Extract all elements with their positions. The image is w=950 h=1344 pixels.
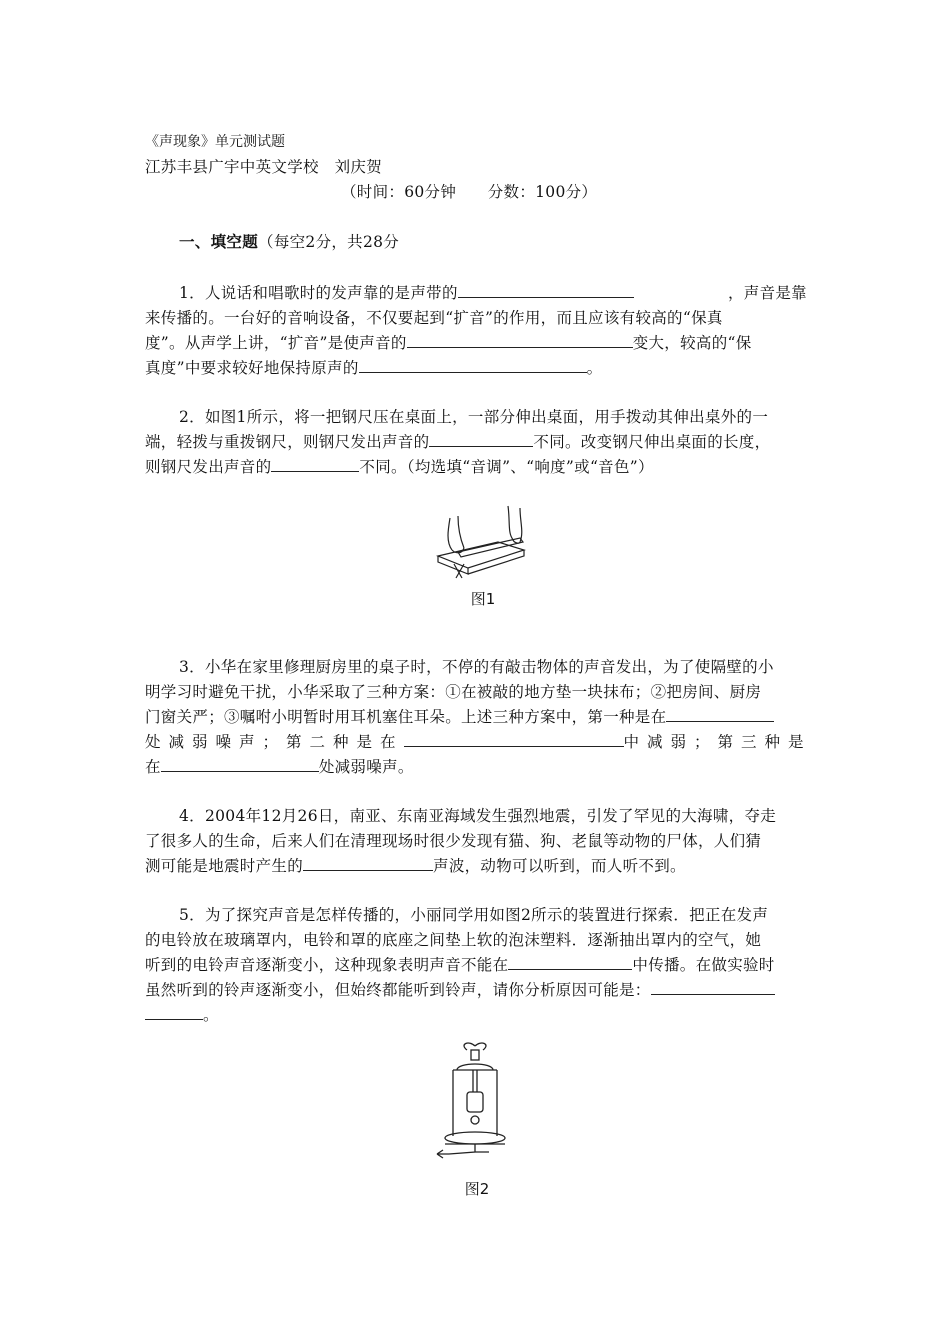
q5-line-1: 5．为了探究声音是怎样传播的，小丽同学用如图2所示的装置进行探索．把正在发声 [179,906,769,924]
q1-text: 度”。从声学上讲，“扩音”是使声音的 [145,334,407,352]
author-line: 江苏丰县广宇中英文学校 刘庆贺 [145,158,383,176]
q1-line-2: 来传播的。一台好的音响设备，不仅要起到“扩音”的作用，而且应该有较高的“保真 [145,309,723,327]
q2-line-3 [145,455,654,477]
section-heading-note: （每空2分，共28分 [258,233,400,251]
q5-line-4 [145,978,775,1000]
answer-blank[interactable] [666,707,774,722]
q2-line-1: 2．如图1所示，将一把钢尺压在桌面上，一部分伸出桌面，用手拨动其伸出桌外的一 [179,408,769,426]
figure-2 [429,1040,525,1200]
section-heading [179,230,399,252]
q4-line-2: 了很多人的生命，后来人们在清理现场时很少发现有猫、狗、老鼠等动物的尸体，人们猜 [145,832,762,850]
q5-line-2: 的电铃放在玻璃罩内，电铃和罩的底座之间垫上软的泡沫塑料．逐渐抽出罩内的空气，她 [145,931,762,949]
q2-text: 不同。（均选填“音调”、“响度”或“音色”） [359,458,654,476]
answer-blank[interactable] [404,732,624,747]
answer-blank[interactable] [458,283,634,298]
q1-line-4 [145,356,602,378]
q2-line-2 [145,430,770,452]
figure-1 [428,498,538,608]
answer-blank[interactable] [161,757,319,772]
answer-blank[interactable] [429,432,533,447]
q1-line-3 [145,331,807,353]
q1-text: 。 [586,359,603,377]
q3-line-1: 3．小华在家里修理厨房里的桌子时，不停的有敲击物体的声音发出，为了使隔壁的小 [179,658,774,676]
q2-text: 则钢尺发出声音的 [145,458,272,476]
q2-text: 不同。改变钢尺伸出桌面的长度， [533,433,771,451]
q1-text: 真度”中要求较好地保持原声的 [145,359,359,377]
q3-line-5 [145,755,414,777]
q5-text: 。 [203,1006,219,1024]
q3-text: 处减弱噪声；第二种是在 [145,733,404,751]
answer-blank[interactable] [303,856,433,871]
time-info: （时间：60分钟 分数：100分） [341,183,598,201]
q3-text: 在 [145,758,161,776]
q1-text: 变大，较高的“保 [632,334,752,352]
answer-blank[interactable] [145,1005,203,1020]
answer-blank[interactable] [271,457,359,472]
q3-text: 处减弱噪声。 [318,758,414,776]
q3-text: 中减弱；第三种是 [623,733,812,751]
q5-text: 中传播。在做实验时 [632,956,775,974]
q5-text: 虽然听到的铃声逐渐变小，但始终都能听到铃声，请你分析原因可能是： [145,981,651,999]
section-heading-label: 一、填空题 [179,232,259,251]
test-title: 《声现象》单元测试题 [145,134,285,150]
q4-line-1: 4．2004年12月26日，南亚、东南亚海域发生强烈地震，引发了罕见的大海啸，夺走 [179,807,777,825]
q3-line-4 [145,730,812,752]
q5-line-5 [145,1003,219,1025]
q1-text: 1．人说话和唱歌时的发声靠的是声带的 [179,284,458,302]
q1-line-1 [145,281,807,303]
figure-2-caption: 图2 [464,1180,490,1198]
answer-blank[interactable] [407,333,633,348]
answer-blank[interactable] [508,955,632,970]
ruler-on-desk-illustration [428,498,538,582]
q5-line-3 [145,953,775,975]
q3-line-3 [145,705,774,727]
q4-text: 测可能是地震时产生的 [145,857,304,875]
q5-text: 听到的电铃声音逐渐变小，这种现象表明声音不能在 [145,956,509,974]
q4-text: 声波，动物可以听到，而人听不到。 [433,857,686,875]
bell-jar-illustration [429,1040,525,1170]
q3-text: 门窗关严；③嘱咐小明暂时用耳机塞住耳朵。上述三种方案中，第一种是在 [145,708,667,726]
q3-line-2: 明学习时避免干扰，小华采取了三种方案：①在被敲的地方垫一块抹布；②把房间、厨房 [145,683,762,701]
figure-1-caption: 图1 [470,590,496,608]
q4-line-3 [145,854,686,876]
answer-blank[interactable] [651,980,775,995]
q1-text: ，声音是靠 [727,284,807,302]
q2-text: 端，轻拨与重拨钢尺，则钢尺发出声音的 [145,433,430,451]
answer-blank[interactable] [359,358,587,373]
